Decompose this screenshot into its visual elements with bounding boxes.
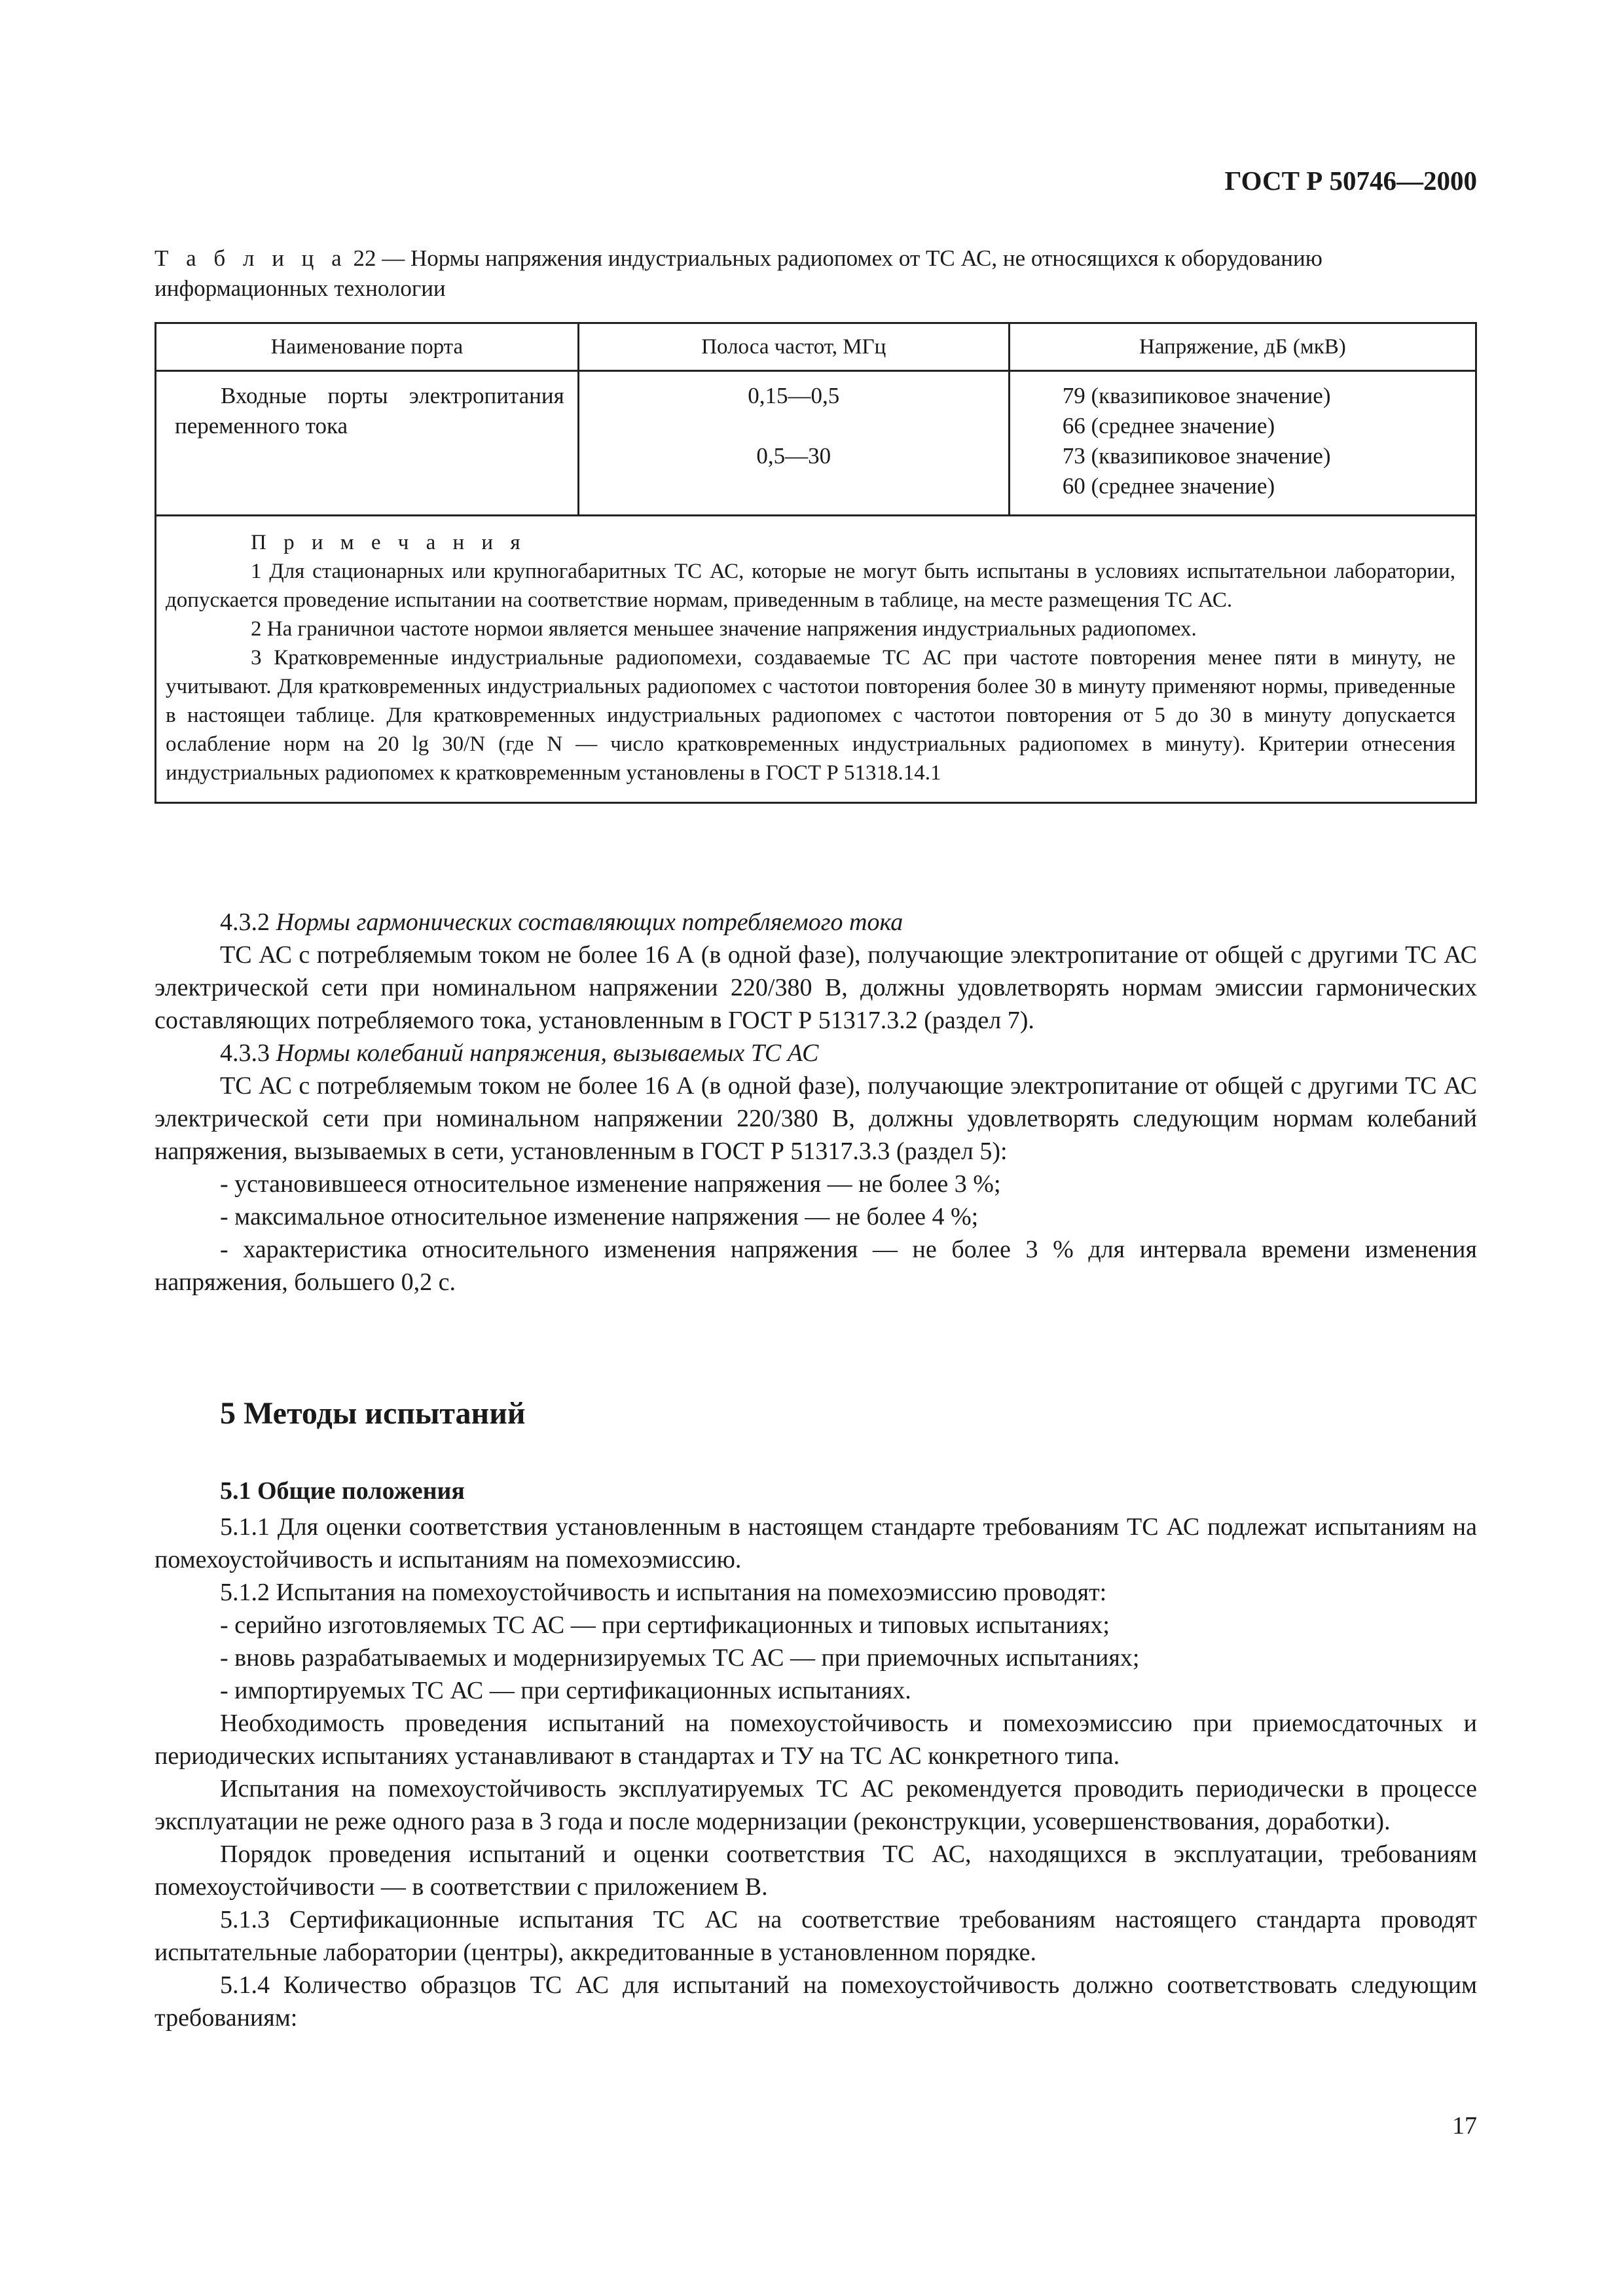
clause-heading: [155, 1037, 1477, 1069]
table-row: [156, 371, 1476, 516]
paragraph: Необходимость проведения испытаний на помехоустойчивость и помехоэмиссию при приемосдаточных и периодических испытаниях устанавливают в стандартах и ТУ на ТС АС конкретного типа.: [155, 1710, 1477, 1770]
band-cell: [578, 371, 1009, 516]
band-value: [579, 411, 1008, 441]
notes-row: [156, 516, 1476, 803]
paragraph: Порядок проведения испытаний и оценки соответствия ТС АС, находящихся в эксплуатации, требованиям помехоустойчивости — в соответствии с приложением В.: [155, 1840, 1477, 1901]
table-caption: [155, 243, 1477, 304]
clause-4-3: [155, 906, 1477, 1299]
list-item: - максимальное относительное изменение напряжения — не более 4 %;: [220, 1203, 979, 1230]
paragraph: ТС АС с потребляемым током не более 16 А (в одной фазе), получающие электропитание от общей с другими ТС АС электрической сети при номинальном напряжении 220/380 В, должны удовлетворять нормам эмиссии гармонических составляющих потребляемого тока, установленным в ГОСТ Р 51317.3.2 (раздел 7).: [155, 941, 1477, 1034]
list-item: - вновь разрабатываемых и модернизируемых ТС АС — при приемочных испытаниях;: [220, 1644, 1140, 1672]
band-value: 0,5—30: [756, 443, 831, 469]
norms-table: [155, 322, 1477, 804]
notes-cell: [156, 516, 1476, 803]
voltage-value: 60 (среднее значение): [1062, 473, 1275, 499]
section-5-body: [155, 1511, 1477, 2034]
list-item: - характеристика относительного изменения напряжения — не более 3 % для интервала времени изменения напряжения, большего 0,2 с.: [155, 1236, 1477, 1296]
note: 2 На граничнои частоте нормои является меньшее значение напряжения индустриальных радиопомех.: [251, 617, 1197, 641]
column-header-voltage: Напряжение, дБ (мкВ): [1009, 323, 1476, 371]
table-caption-text: 22 — Нормы напряжения индустриальных радиопомех от ТС АС, не относящихся к оборудованию информационных технологии: [155, 245, 1322, 301]
paragraph: 5.1.2 Испытания на помехоустойчивость и испытания на помехоэмиссию проводят:: [220, 1579, 1107, 1606]
notes-title: П р и м е ч а н и я: [251, 531, 526, 554]
document-id: ГОСТ Р 50746—2000: [1224, 166, 1477, 196]
port-cell: Входные порты электропитания переменного тока: [156, 371, 579, 516]
list-item: - серийно изготовляемых ТС АС — при сертификационных и типовых испытаниях;: [220, 1611, 1110, 1639]
note: 3 Кратковременные индустриальные радиопомехи, создаваемые ТС АС при частоте повторения менее пяти в минуту, не учитывают. Для кратковременных индустриальных радиопомех с частотои повторения более 30 в минуту применяют нормы, приведенные в настоящеи таблице. Для кратковременных индустриальных радиопомех с частотои повторения от 5 до 30 в минуту допускается ослабление норм на 20 lg 30/N (где N — число кратковременных индустриальных радиопомех в минуту). Критерии отнесения индустриальных радиопомех к кратковременным установлены в ГОСТ Р 51318.14.1: [166, 646, 1455, 785]
paragraph: 5.1.3 Сертификационные испытания ТС АС на соответствие требованиям настоящего стандарта проводят испытательные лаборатории (центры), аккредитованные в установленном порядке.: [155, 1906, 1477, 1966]
paragraph: Испытания на помехоустойчивость эксплуатируемых ТС АС рекомендуется проводить периодически в процессе эксплуатации не реже одного раза в 3 года и после модернизации (реконструкции, усовершенствования, доработки).: [155, 1775, 1477, 1835]
clause-heading: [155, 906, 1477, 939]
paragraph: 5.1.4 Количество образцов ТС АС для испытаний на помехоустойчивость должно соответствовать следующим требованиям:: [155, 1971, 1477, 2032]
table-caption-label: Т а б л и ц а: [155, 245, 348, 271]
voltage-cell: [1009, 371, 1476, 516]
column-header-band: Полоса частот, МГц: [578, 323, 1009, 371]
voltage-value: 73 (квазипиковое значение): [1062, 443, 1331, 469]
paragraph: 5.1.1 Для оценки соответствия установленным в настоящем стандарте требованиям ТС АС подлежат испытаниям на помехоустойчивость и испытаниям на помехоэмиссию.: [155, 1513, 1477, 1573]
column-header-port: Наименование порта: [156, 323, 579, 371]
clause-number: 4.3.2: [220, 908, 276, 936]
list-item: - установившееся относительное изменение напряжения — не более 3 %;: [220, 1170, 1001, 1198]
band-value: 0,15—0,5: [748, 383, 840, 408]
page-number: 17: [1452, 2112, 1477, 2140]
voltage-value: 79 (квазипиковое значение): [1062, 383, 1331, 408]
clause-title: Нормы колебаний напряжения, вызываемых ТС АС: [276, 1039, 819, 1067]
voltage-value: 66 (среднее значение): [1062, 413, 1275, 439]
note: 1 Для стационарных или крупногабаритных ТС АС, которые не могут быть испытаны в условиях испытательнои лаборатории, допускается проведение испытании на соответствие нормам, приведенным в таблице, на месте размещения ТС АС.: [166, 560, 1455, 612]
paragraph: ТС АС с потребляемым током не более 16 А (в одной фазе), получающие электропитание от общей с другими ТС АС электрической сети при номинальном напряжении 220/380 В, должны удовлетворять следующим нормам колебаний напряжения, вызываемых в сети, установленным в ГОСТ Р 51317.3.3 (раздел 5):: [155, 1072, 1477, 1165]
list-item: - импортируемых ТС АС — при сертификационных испытаниях.: [220, 1677, 911, 1704]
clause-number: 4.3.3: [220, 1039, 276, 1067]
subsection-title: 5.1 Общие положения: [220, 1477, 465, 1505]
section-title: 5 Методы испытаний: [220, 1396, 526, 1431]
table-header-row: [156, 323, 1476, 371]
clause-title: Нормы гармонических составляющих потребляемого тока: [276, 908, 903, 936]
